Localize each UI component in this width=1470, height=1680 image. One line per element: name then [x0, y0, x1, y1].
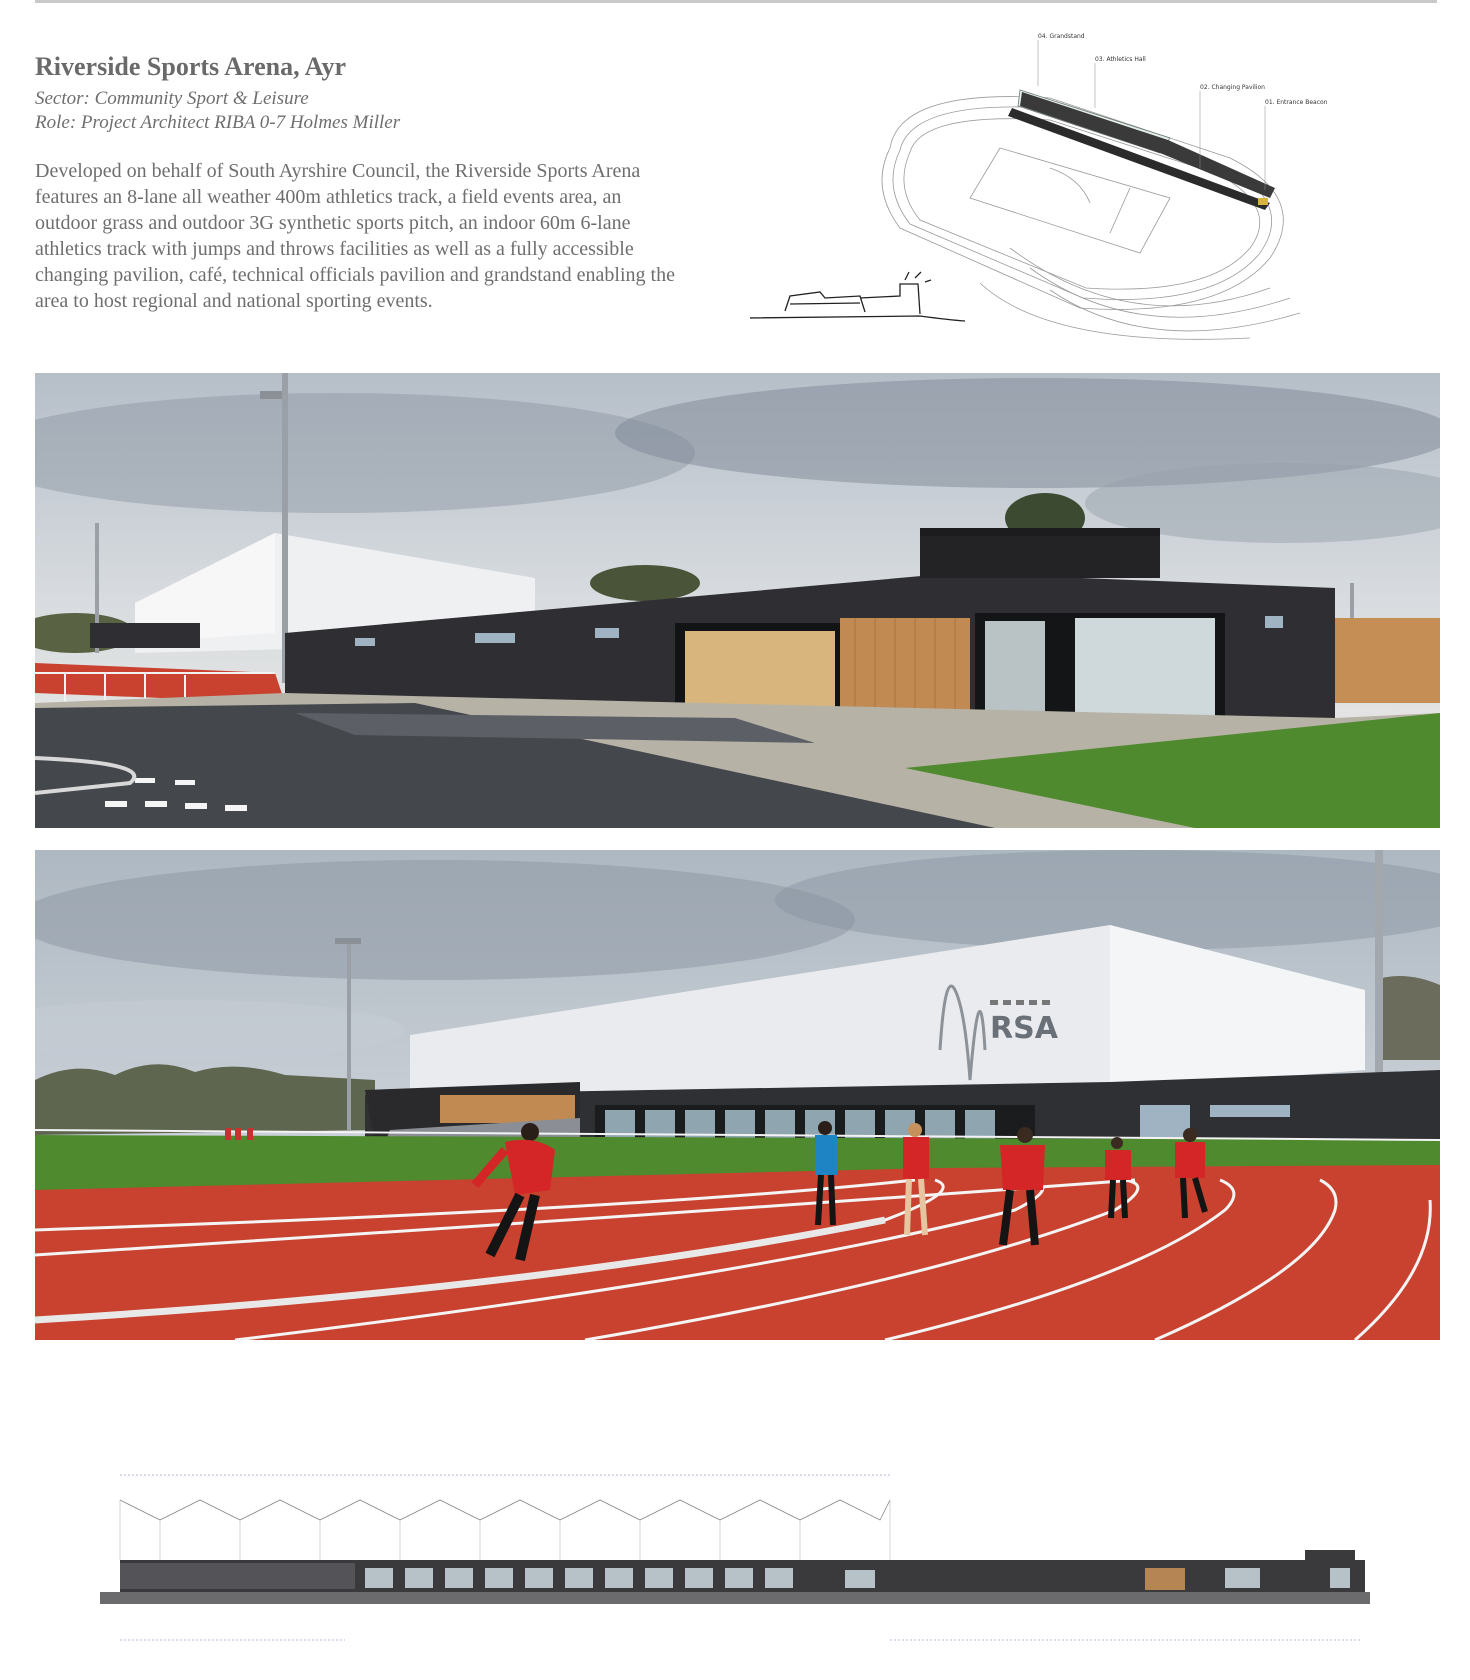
top-rule	[35, 0, 1437, 3]
project-title: Riverside Sports Arena, Ayr	[35, 52, 347, 81]
project-role: Role: Project Architect RIBA 0-7 Holmes Miller	[35, 112, 401, 133]
label-changing-pavilion: 02. Changing Pavilion	[1200, 84, 1265, 91]
rsa-building-sign: RSA	[990, 1011, 1058, 1046]
pavilion-photo	[35, 373, 1440, 828]
label-grandstand: 04. Grandstand	[1038, 33, 1085, 40]
pavilion-sketch	[750, 272, 965, 321]
elevation-drawing	[60, 1460, 1430, 1660]
track-photo	[35, 850, 1440, 1340]
project-description: Developed on behalf of South Ayrshire Council, the Riverside Sports Arena features an 8-lane all weather 400m athletics track, a field events area, an outdoor grass and outdoor 3G synthetic sports pitch, an indoor 60m 6-lane athletics track with jumps and throws facilities as well as a fully accessible changing pavilion, café, technical officials pavilion and grandstand enabling the area to host regional and national sporting events.	[35, 160, 675, 312]
label-athletics-hall: 03. Athletics Hall	[1095, 56, 1146, 63]
project-sector: Sector: Community Sport & Leisure	[35, 88, 309, 109]
site-axonometric-drawing	[750, 28, 1430, 368]
label-entrance-beacon: 01. Entrance Beacon	[1265, 99, 1328, 106]
